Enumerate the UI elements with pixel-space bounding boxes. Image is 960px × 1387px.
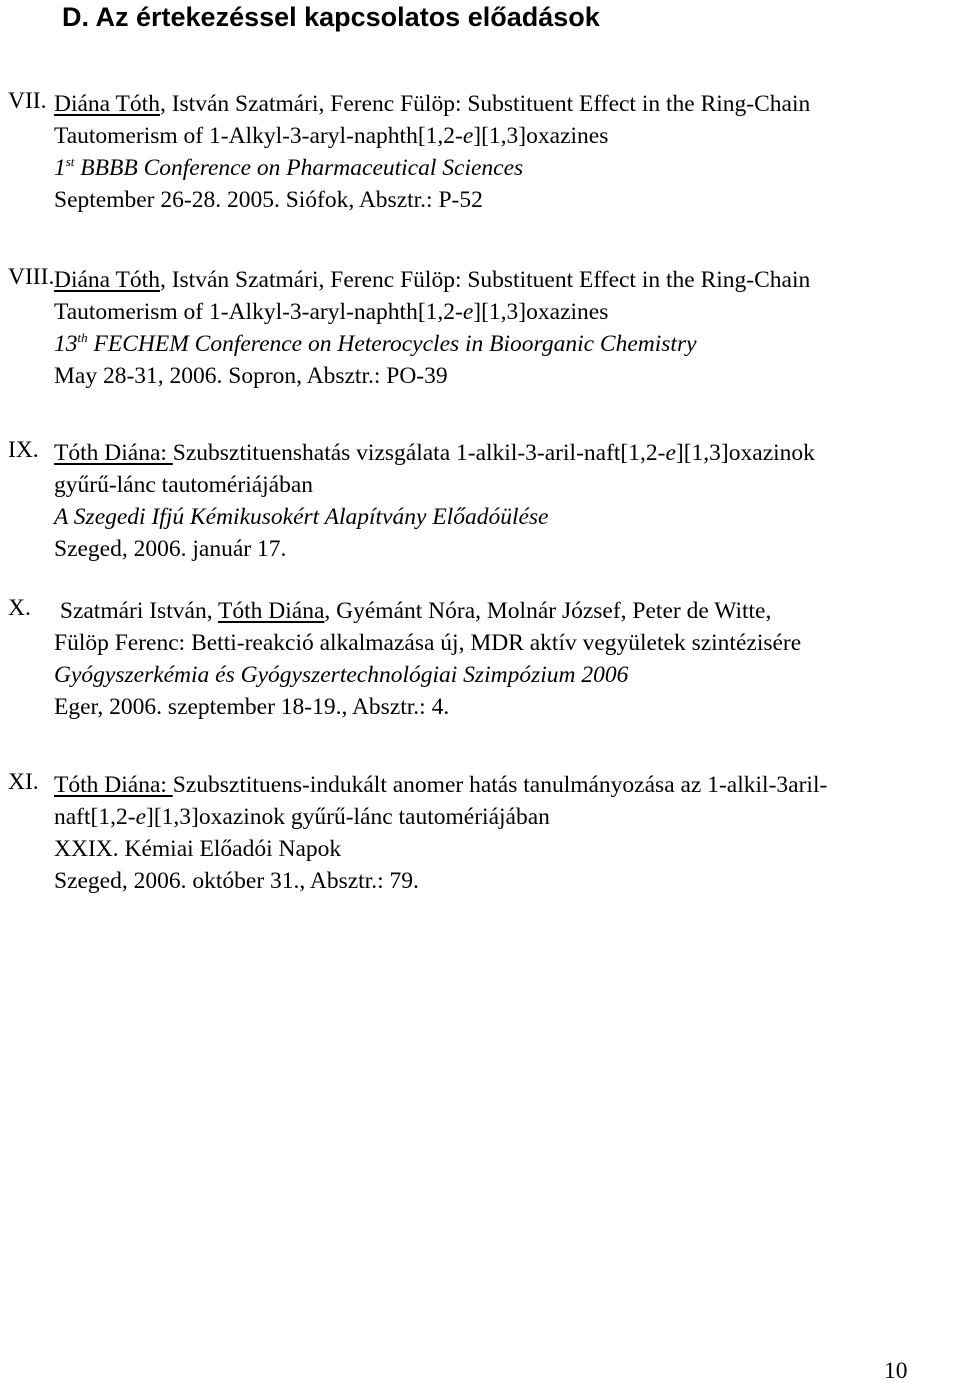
title-text: Fülöp Ferenc: Betti-reakció alkalmazása új, MDR aktív vegyületek szintézisére xyxy=(54,630,802,656)
entry-number: IX. xyxy=(8,437,39,463)
entry-body xyxy=(54,88,959,216)
event-details: Eger, 2006. szeptember 18-19., Absztr.: 4. xyxy=(54,694,450,720)
author-highlight: Tóth Diána xyxy=(218,598,325,624)
title-text: gyűrű-lánc tautomériájában xyxy=(54,472,314,498)
entry-number: VIII. xyxy=(8,264,55,290)
entry-body xyxy=(54,595,959,723)
authors-text: , István Szatmári, Ferenc Fülöp: Substituent Effect in the Ring-Chain xyxy=(159,267,811,293)
event-name: XXIX. Kémiai Előadói Napok xyxy=(54,836,342,862)
conference-ordinal: 1 xyxy=(54,155,66,181)
ordinal-suffix: st xyxy=(65,154,75,169)
conference-ordinal: 13 xyxy=(54,331,78,357)
authors-text: , István Szatmári, Ferenc Fülöp: Substituent Effect in the Ring-Chain xyxy=(159,91,811,117)
conference-name: BBBB Conference on Pharmaceutical Sciences xyxy=(74,155,524,181)
title-italic: e xyxy=(665,440,676,466)
title-italic: e xyxy=(462,299,474,325)
event-name: Gyógyszerkémia és Gyógyszertechnológiai Szimpózium 2006 xyxy=(54,662,629,688)
title-text: Szubsztituenshatás vizsgálata 1-alkil-3-aril-naft[1,2- xyxy=(172,440,666,466)
authors-text: , Gyémánt Nóra, Molnár József, Peter de Witte, xyxy=(324,598,772,624)
title-text: Szubsztituens-indukált anomer hatás tanulmányozása az 1-alkil-3aril- xyxy=(172,772,828,798)
author-highlight: Tóth Diána: xyxy=(54,440,173,466)
title-text: ][1,3]oxazines xyxy=(473,299,609,325)
title-italic: e xyxy=(135,804,146,830)
event-details: Szeged, 2006. január 17. xyxy=(54,536,287,562)
entry-number: X. xyxy=(8,595,31,621)
page-number: 10 xyxy=(884,1358,908,1384)
entry-body xyxy=(54,264,959,392)
entry-body xyxy=(54,769,959,897)
author-highlight: Tóth Diána: xyxy=(54,772,173,798)
title-text: naft[1,2- xyxy=(54,804,136,830)
title-text: ][1,3]oxazinok gyűrű-lánc tautomériájában xyxy=(146,804,550,830)
author-highlight: Diána Tóth xyxy=(54,91,160,117)
ordinal-suffix: th xyxy=(77,330,88,345)
conference-name: FECHEM Conference on Heterocycles in Bioorganic Chemistry xyxy=(87,331,697,357)
title-text: ][1,3]oxazines xyxy=(473,123,609,149)
event-details: September 26-28. 2005. Siófok, Absztr.: P-52 xyxy=(54,187,483,213)
entry-body xyxy=(54,437,959,565)
event-details: May 28-31, 2006. Sopron, Absztr.: PO-39 xyxy=(54,363,448,389)
title-text: ][1,3]oxazinok xyxy=(675,440,815,466)
entry-number: VII. xyxy=(8,88,47,114)
title-text: Tautomerism of 1-Alkyl-3-aryl-naphth[1,2- xyxy=(54,123,463,149)
event-details: Szeged, 2006. október 31., Absztr.: 79. xyxy=(54,868,419,894)
title-italic: e xyxy=(462,123,474,149)
title-text: Tautomerism of 1-Alkyl-3-aryl-naphth[1,2- xyxy=(54,299,463,325)
author-highlight: Diána Tóth xyxy=(54,267,160,293)
event-name: A Szegedi Ifjú Kémikusokért Alapítvány Előadóülése xyxy=(54,504,549,530)
entry-number: XI. xyxy=(8,769,39,795)
authors-text: Szatmári István, xyxy=(59,598,219,624)
section-title: D. Az értekezéssel kapcsolatos előadások xyxy=(62,2,600,32)
